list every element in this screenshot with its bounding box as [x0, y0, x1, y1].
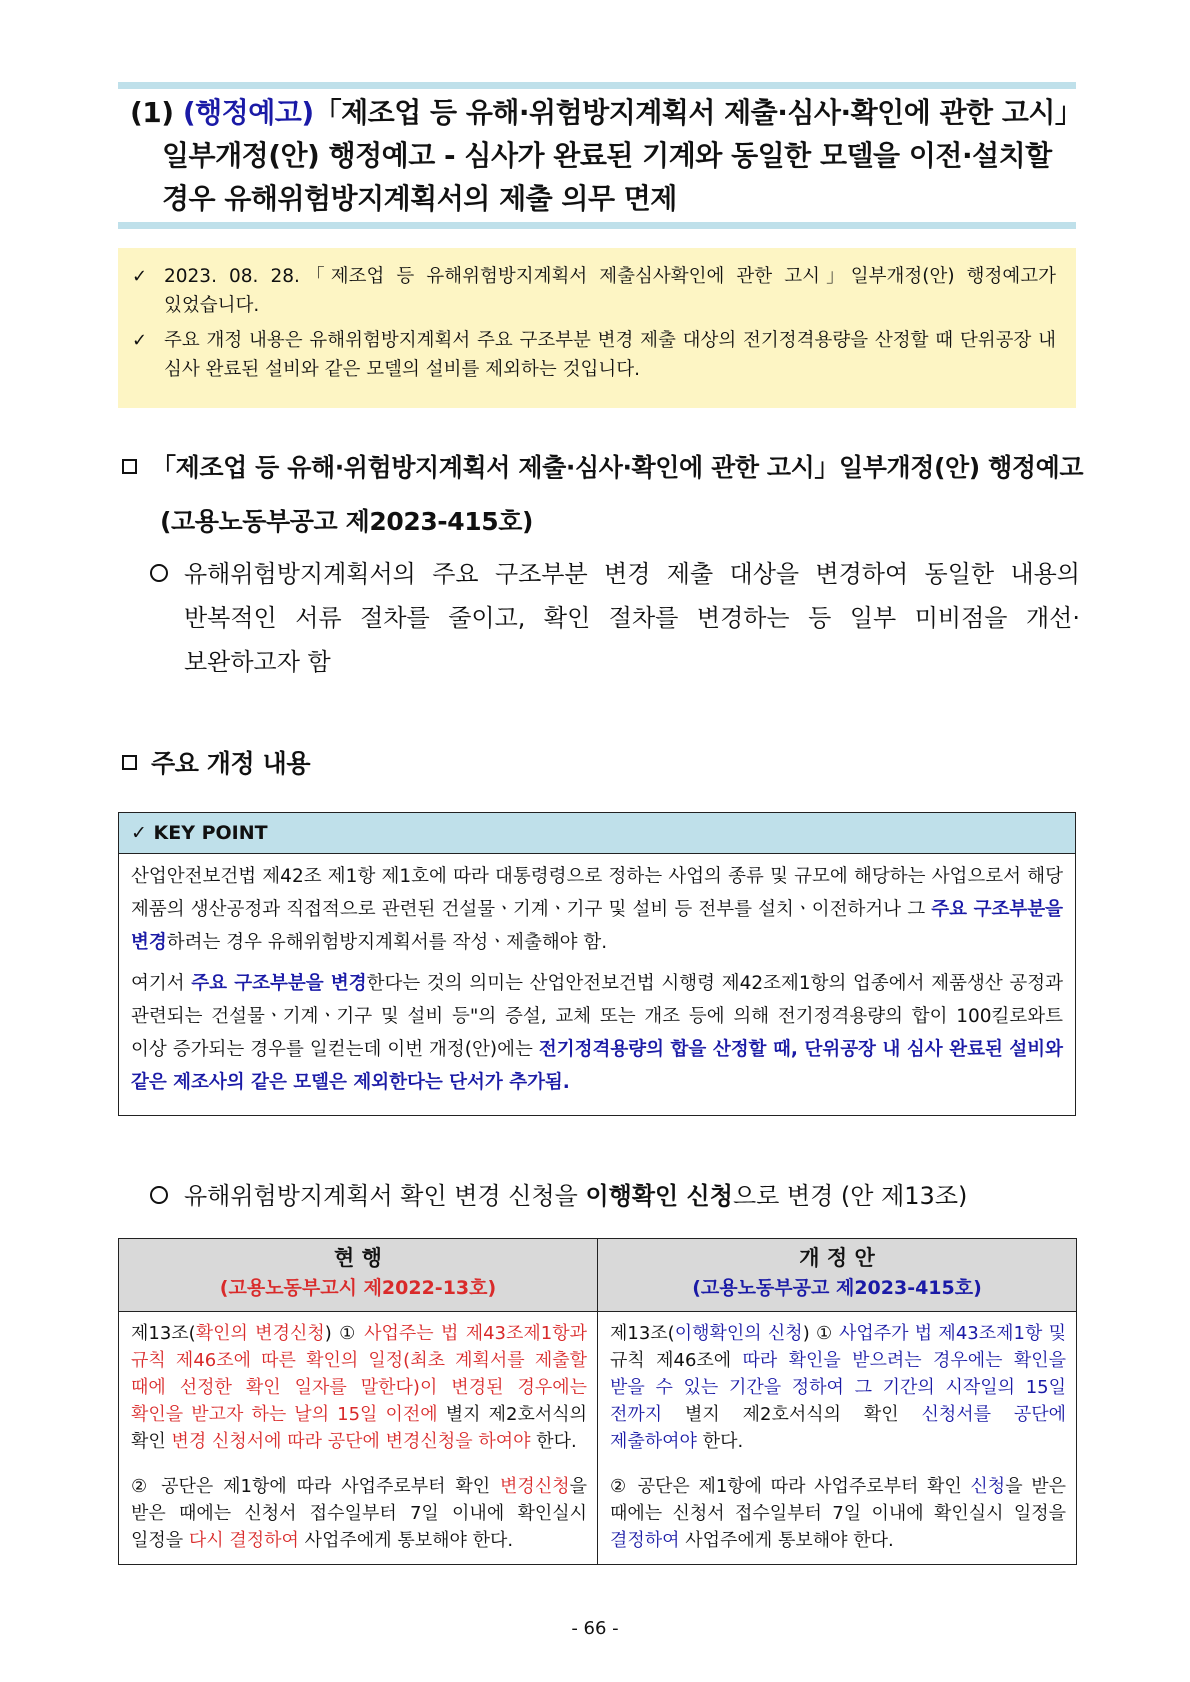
cell-paragraph: [131, 1320, 587, 1455]
title-bottom-rule: [118, 222, 1076, 229]
check-icon: ✓: [132, 266, 148, 287]
highlighted-text: 신청서를 공단에 제출하여야: [610, 1404, 1066, 1452]
circle-bullet-icon: [150, 1186, 168, 1204]
cell-text: 사업주에게 통보해야 한다.: [298, 1530, 514, 1551]
table-header-revised: [598, 1239, 1077, 1312]
keypoint-text: 한다는 것의 의미는 산업안전보건법 시행령 제42조제1항의 업종에서 제품생산 공정과 관련되는 건설물ㆍ기계ㆍ기구 및 설비 등"의 증설, 교체 또는 개조 등에 의해 전기정격용량의 합이 100킬로와트 이상 증가되는 경우를 일컫는데 이번 개정(안)에는: [131, 973, 1063, 1060]
cell-paragraph: [610, 1473, 1066, 1554]
cell-paragraph: [131, 1473, 587, 1554]
cell-text: ) ①: [324, 1323, 365, 1344]
summary-box: [118, 248, 1076, 408]
section-heading-main-changes: [122, 744, 310, 780]
keypoint-paragraph: [131, 860, 1063, 959]
square-bullet-icon: [122, 755, 137, 770]
header-title: 개 정 안: [799, 1246, 875, 1270]
highlighted-text: 사업주가 법 제43조제1항 및: [838, 1323, 1067, 1344]
cell-text: 규칙 제46조에: [610, 1350, 743, 1371]
keypoint-box: [118, 812, 1076, 1116]
summary-item: [132, 262, 1056, 320]
cell-paragraph: [610, 1320, 1066, 1455]
cell-text: 을 받은 때에는 신청서 접수일부터 7일 이내에 확인실시 일정을: [131, 1476, 587, 1551]
keypoint-body: [119, 854, 1075, 1115]
title-line3: 경우 유해위험방지계획서의 제출 의무 면제: [162, 182, 677, 215]
cell-text: ) ①: [802, 1323, 839, 1344]
keypoint-text: 산업안전보건법 제42조 제1항 제1호에 따라 대통령령으로 정하는 사업의 종류 및 규모에 해당하는 사업으로서 해당 제품의 생산공정과 직접적으로 관련된 건설물ㆍ기계ㆍ기구 및 설비 등 전부를 설치ㆍ이전하거나 그: [131, 866, 1063, 920]
title-tag: (행정예고): [182, 96, 314, 129]
summary-text: 2023. 08. 28.「제조업 등 유해위험방지계획서 제출심사확인에 관한 고시」일부개정(안) 행정예고가 있었습니다.: [164, 266, 1056, 316]
section1-bullet-text: 유해위험방지계획서의 주요 구조부분 변경 제출 대상을 변경하여 동일한 내용의 반복적인 서류 절차를 줄이고, 확인 절차를 변경하는 등 일부 미비점을 개선·보완하고자 함: [184, 560, 1080, 676]
cell-text: 별지 제2호서식의 확인: [131, 1404, 587, 1452]
comparison-table: [118, 1238, 1077, 1565]
section-heading-text: 주요 개정 내용: [151, 749, 311, 778]
keypoint-text: 여기서: [131, 973, 192, 994]
table-header-row: [119, 1239, 1077, 1312]
table-cell-revised: [598, 1312, 1077, 1565]
section1-bullet: [150, 552, 1080, 684]
title-number: (1): [130, 96, 174, 129]
highlighted-text: 사업주는 법 제43조제1항과 규칙 제46조에 따른 확인의 일정(최초 계획서를 제출할 때에 선정한 확인 일자를 말한다)이 변경된 경우에는 확인을 받고자 하는 날의 15일 이전에: [131, 1323, 587, 1425]
header-subtitle: (고용노동부공고 제2023-415호): [692, 1277, 982, 1299]
bullet2-bold: 이행확인 신청: [585, 1182, 733, 1210]
summary-item: [132, 326, 1056, 384]
highlighted-text: 따라 확인을 받으려는 경우에는 확인을 받을 수 있는 기간을 정하여 그 기간의 시작일의 15일 전까지: [610, 1350, 1066, 1425]
cell-text: 제13조(: [610, 1323, 675, 1344]
highlighted-text: 이행확인의 신청: [674, 1323, 803, 1344]
keypoint-header: ✓ KEY POINT: [119, 813, 1075, 854]
keypoint-highlight: 주요 구조부분을 변경: [131, 899, 1063, 953]
table-row: [119, 1312, 1077, 1565]
cell-text: 제13조(: [131, 1323, 196, 1344]
cell-text: ② 공단은 제1항에 따라 사업주로부터 확인: [131, 1476, 501, 1497]
check-icon: ✓: [132, 330, 148, 351]
cell-text: ② 공단은 제1항에 따라 사업주로부터 확인: [610, 1476, 971, 1497]
keypoint-highlight: 주요 구조부분을 변경: [191, 973, 367, 994]
keypoint-text: 하려는 경우 유해위험방지계획서를 작성ㆍ제출해야 함.: [166, 932, 608, 953]
highlighted-text: 확인의 변경신청: [195, 1323, 325, 1344]
title-top-rule: [118, 82, 1076, 89]
highlighted-text: 변경신청: [500, 1476, 570, 1497]
cell-text: 한다.: [530, 1431, 577, 1452]
bullet2-text: 유해위험방지계획서 확인 변경 신청을: [184, 1182, 586, 1210]
highlighted-text: 결정하여: [610, 1530, 680, 1551]
table-header-current: [119, 1239, 598, 1312]
bullet2-text: 으로 변경 (안 제13조): [732, 1182, 968, 1210]
highlighted-text: 변경 신청서에 따라 공단에 변경신청을 하여야: [171, 1431, 531, 1452]
summary-text: 주요 개정 내용은 유해위험방지계획서 주요 구조부분 변경 제출 대상의 전기정격용량을 산정할 때 단위공장 내 심사 완료된 설비와 같은 모델의 설비를 제외하는 것입니다.: [164, 330, 1056, 380]
table-cell-current: [119, 1312, 598, 1565]
header-subtitle: (고용노동부고시 제2022-13호): [219, 1277, 497, 1299]
keypoint-highlight: 전기정격용량의 합을 산정할 때, 단위공장 내 심사 완료된 설비와 같은 제조사의 같은 모델은 제외한다는 단서가 추가됨.: [131, 1039, 1064, 1093]
page-number: - 66 -: [571, 1618, 619, 1639]
section2-bullet: [150, 1174, 1080, 1218]
keypoint-paragraph: [131, 967, 1063, 1099]
cell-text: 별지 제2호서식의 확인: [662, 1404, 922, 1425]
header-title: 현 행: [334, 1246, 382, 1270]
section-heading-notice: [122, 448, 1083, 484]
square-bullet-icon: [122, 459, 137, 474]
section2-bullet-text: [184, 1174, 1080, 1218]
page-title: [130, 91, 1083, 220]
title-line1: 「제조업 등 유해·위험방지계획서 제출·심사·확인에 관한 고시」: [313, 96, 1083, 129]
highlighted-text: 다시 결정하여: [188, 1530, 299, 1551]
highlighted-text: 신청: [970, 1476, 1006, 1497]
circle-bullet-icon: [150, 564, 168, 582]
cell-text: 한다.: [696, 1431, 744, 1452]
title-line2: 일부개정(안) 행정예고 - 심사가 완료된 기계와 동일한 모델을 이전·설치할: [162, 139, 1052, 172]
section-subheading: (고용노동부공고 제2023-415호): [160, 507, 534, 536]
cell-text: 사업주에게 통보해야 한다.: [679, 1530, 894, 1551]
section-heading-text: 「제조업 등 유해·위험방지계획서 제출·심사·확인에 관한 고시」일부개정(안) 행정예고: [151, 453, 1084, 482]
cell-text: 을 받은 때에는 신청서 접수일부터 7일 이내에 확인실시 일정을: [610, 1476, 1066, 1524]
